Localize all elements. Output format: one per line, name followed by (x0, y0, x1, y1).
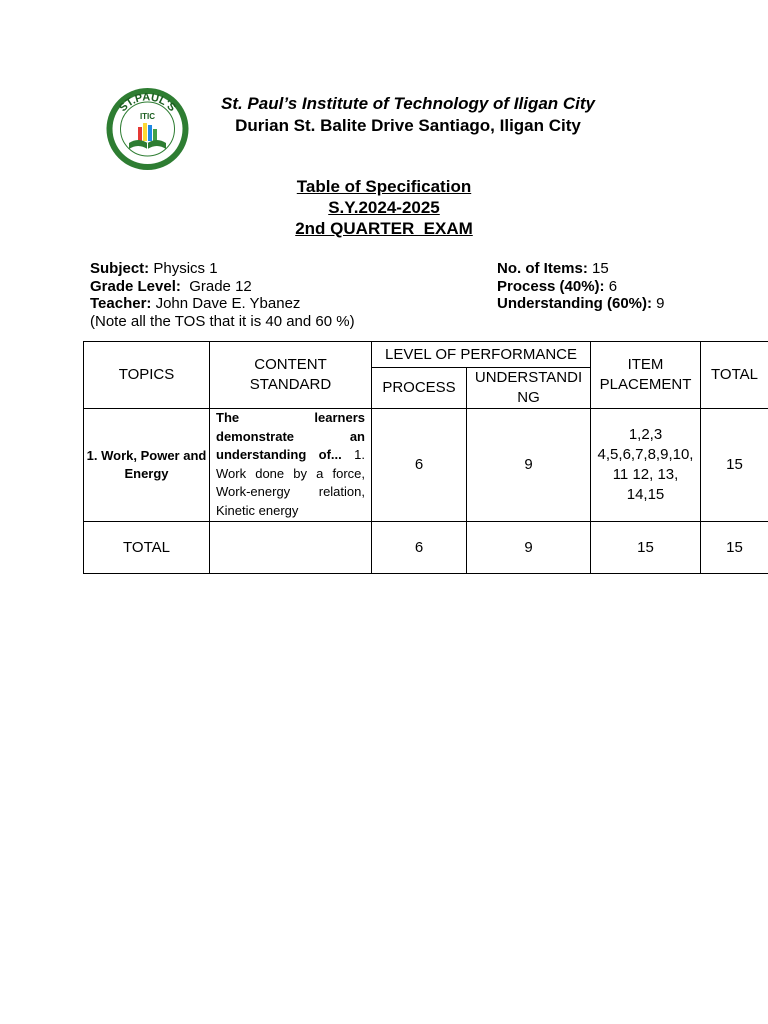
process-line (497, 278, 665, 296)
items-value: 15 (587, 260, 609, 277)
topic-cell: 1. Work, Power and Energy (84, 409, 210, 522)
grade-value: Grade 12 (180, 277, 252, 295)
header-total: TOTAL (701, 342, 768, 409)
document-titles (184, 176, 584, 239)
total-item-placement: 15 (591, 522, 701, 574)
doc-title: Table of Specification (296, 177, 472, 196)
content-rest: 1. Work done by a force, Work-energy relation, Kinetic energy (216, 447, 365, 518)
header-understanding: UNDERSTANDING (467, 368, 591, 409)
understanding-label: Understanding (60%): (497, 295, 653, 312)
info-right (497, 260, 665, 313)
understanding-cell: 9 (467, 409, 591, 522)
total-understanding: 9 (467, 522, 591, 574)
exam-title: 2nd QUARTER EXAM (295, 219, 473, 238)
items-label: No. of Items: (497, 260, 588, 277)
total-label: TOTAL (84, 522, 210, 574)
total-content (210, 522, 372, 574)
header-topics: TOPICS (84, 342, 210, 409)
school-year: S.Y.2024-2025 (328, 198, 440, 217)
total-total: 15 (701, 522, 768, 574)
note-line: (Note all the TOS that it is 40 and 60 %) (90, 312, 355, 330)
understanding-value: 9 (652, 295, 665, 312)
header-process: PROCESS (372, 368, 467, 409)
content-bold: The learners demonstrate an understanding of... (216, 410, 365, 462)
teacher-label: Teacher: (90, 295, 152, 312)
school-address: Durian St. Balite Drive Santiago, Iligan City (235, 116, 581, 135)
process-value: 6 (604, 277, 618, 295)
teacher-line (90, 295, 355, 313)
school-logo (105, 85, 190, 173)
header-level-of-performance: LEVEL OF PERFORMANCE (372, 342, 591, 368)
subject-value: Physics 1 (149, 260, 218, 277)
content-standard-cell (210, 409, 372, 522)
understanding-line (497, 295, 665, 313)
svg-text:ITIC: ITIC (139, 112, 156, 121)
info-left (90, 260, 355, 330)
subject-label: Subject: (90, 260, 150, 277)
header-item-placement: ITEM PLACEMENT (591, 342, 701, 409)
table-row (84, 409, 768, 522)
grade-label: Grade Level: (90, 277, 181, 295)
process-cell: 6 (372, 409, 467, 522)
subject-line (90, 260, 355, 278)
total-cell: 15 (701, 409, 768, 522)
svg-text:ST.PAUL'S: ST.PAUL'S (117, 91, 178, 115)
tos-table (83, 341, 768, 574)
process-label: Process (40%): (497, 277, 605, 295)
item-placement-cell: 1,2,3 4,5,6,7,8,9,10, 11 12, 13, 14,15 (591, 409, 701, 522)
teacher-value: John Dave E. Ybanez (151, 295, 301, 312)
total-row (84, 522, 768, 574)
total-process: 6 (372, 522, 467, 574)
school-name: St. Paul’s Institute of Technology of Iligan City (220, 94, 596, 113)
header-content-standard: CONTENT STANDARD (210, 342, 372, 409)
grade-line (90, 278, 355, 296)
items-line (497, 260, 665, 278)
